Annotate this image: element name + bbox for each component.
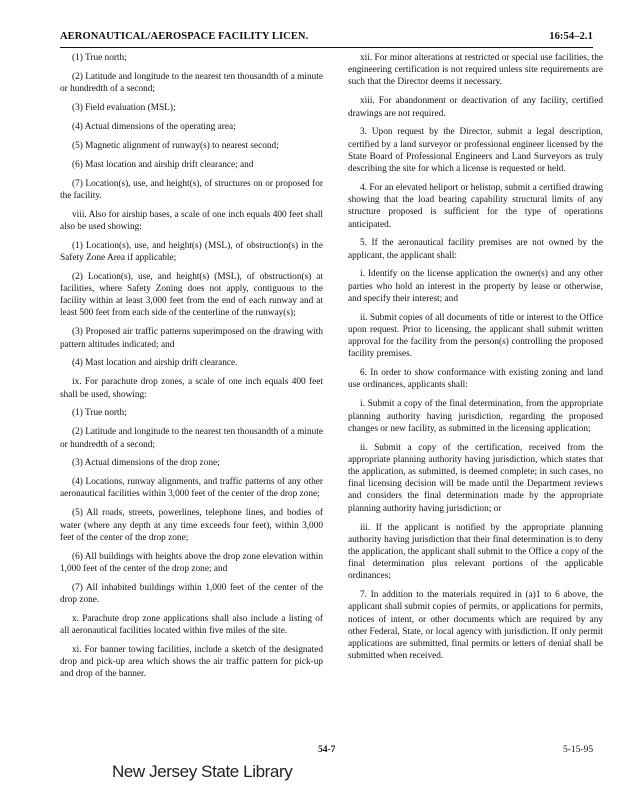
page-number: 54-7 <box>318 745 336 755</box>
paragraph: (1) Location(s), use, and height(s) (MSL), of obstruction(s) in the Safety Zone Area if applicable; <box>60 240 323 263</box>
paragraph: (3) Actual dimensions of the drop zone; <box>72 458 220 469</box>
chapter-title: AERONAUTICAL/AEROSPACE FACILITY LICEN. <box>60 31 309 42</box>
paragraph: (1) True north; <box>72 53 127 63</box>
paragraph: (7) Location(s), use, and height(s), of structures on or proposed for the facility. <box>60 178 323 201</box>
revision-date: 5-15-95 <box>563 745 594 755</box>
paragraph: xii. For minor alterations at restricted or special use facilities, the engineering certification is not required unless site requirements are such that the Director deems it necessary. <box>348 53 603 88</box>
paragraph: (2) Location(s), use, and height(s) (MSL), of obstruction(s) at facilities, where Safety Zoning does not apply, contiguous to the facility within at least 3,000 feet from the end of each runway and at least 500 feet from each side of the centerline of the runway(s); <box>60 271 323 319</box>
paragraph: (2) Latitude and longitude to the nearest ten thousandth of a minute or hundredth of a second; <box>60 71 323 95</box>
running-header <box>60 31 593 48</box>
paragraph: xiii. For abandonment or deactivation of any facility, certified drawings are not required. <box>348 96 603 119</box>
paragraph: (4) Actual dimensions of the operating area; <box>72 121 236 132</box>
paragraph: ii. Submit a copy of the certification, received from the appropriate planning authority having jurisdiction, which states that the application, as submitted, is deemed complete; in such cases, no final licensing decision will be made until the Department reviews and considers the final determination made by the appropriate planning authority having jurisdiction; or <box>348 442 603 514</box>
paragraph: viii. Also for airship bases, a scale of one inch equals 400 feet shall also be used showing: <box>60 209 323 232</box>
paragraph: i. Identify on the license application the owner(s) and any other parties who hold an interest in the property by lease or otherwise, and specify their interest; and <box>348 269 603 304</box>
paragraph: (5) Magnetic alignment of runway(s) to nearest second; <box>72 140 279 151</box>
paragraph: (4) Locations, runway alignments, and traffic patterns of any other aeronautical facilities within 3,000 feet of the center of the drop zone; <box>60 477 323 500</box>
paragraph: (4) Mast location and airship drift clearance. <box>72 358 238 369</box>
paragraph: (6) All buildings with heights above the drop zone elevation within 1,000 feet of the center of the drop zone; and <box>60 551 323 574</box>
paragraph: iii. If the applicant is notified by the appropriate planning authority having jurisdiction that their final determination is to deny the application, the applicant shall submit to the Office a copy of the final determination plus relevant portions of the applicable ordinances; <box>348 522 603 582</box>
left-text-column <box>60 52 323 687</box>
paragraph: (2) Latitude and longitude to the nearest ten thousandth of a minute or hundredth of a second; <box>60 427 323 450</box>
section-number: 16:54–2.1 <box>549 31 593 42</box>
paragraph: 4. For an elevated heliport or helistop, submit a certified drawing showing that the load bearing capability structural limits of any structure proposed is sufficient for the type of operations anticipated. <box>348 182 603 230</box>
paragraph: ii. Submit copies of all documents of title or interest to the Office upon request. Prior to licensing, the applicant shall submit written approval for the facility from the person(s) controlling the proposed facility premises. <box>348 312 603 360</box>
paragraph: (3) Proposed air traffic patterns superimposed on the drawing with pattern altitudes indicated; and <box>60 327 323 350</box>
paragraph: 5. If the aeronautical facility premises are not owned by the applicant, the applicant shall: <box>348 238 603 261</box>
paragraph: x. Parachute drop zone applications shall also include a listing of all aeronautical facilities located within five miles of the site. <box>60 613 323 637</box>
paragraph: (3) Field evaluation (MSL); <box>72 102 176 113</box>
paragraph: 3. Upon request by the Director, submit a legal description, certified by a land surveyor or professional engineer licensed by the State Board of Professional Engineers and Land Surveyors as truly describing the site for which a license is requested or held. <box>348 127 603 174</box>
paragraph: (6) Mast location and airship drift clearance; and <box>72 159 254 170</box>
paragraph: i. Submit a copy of the final determination, from the appropriate planning authority having jurisdiction, regarding the proposed changes or new facility, as submitted in the licensing application; <box>348 399 603 434</box>
library-stamp: New Jersey State Library <box>112 762 293 781</box>
paragraph: 6. In order to show conformance with existing zoning and land use ordinances, applicants shall: <box>348 368 603 391</box>
paragraph: (7) All inhabited buildings within 1,000 feet of the center of the drop zone. <box>60 582 323 605</box>
paragraph: (5) All roads, streets, powerlines, telephone lines, and bodies of water (where any depth at any time exceeds four feet), within 3,000 feet of the center of the drop zone; <box>60 508 323 543</box>
right-text-column <box>348 52 603 669</box>
paragraph: (1) True north; <box>72 408 127 419</box>
paragraph: xi. For banner towing facilities, include a sketch of the designated drop and pick-up area which shows the air traffic pattern for pick-up and drop of the banner. <box>60 644 323 680</box>
paragraph: ix. For parachute drop zones, a scale of one inch equals 400 feet shall be used, showing: <box>60 377 323 400</box>
paragraph: 7. In addition to the materials required in (a)1 to 6 above, the applicant shall submit copies of permits, or applications for permits, notices of intent, or other documents which are required by any other Federal, State, or local agency with jurisdiction. If only permit applications are submitted, final permits or letters of denial shall be submitted when received. <box>348 590 603 662</box>
